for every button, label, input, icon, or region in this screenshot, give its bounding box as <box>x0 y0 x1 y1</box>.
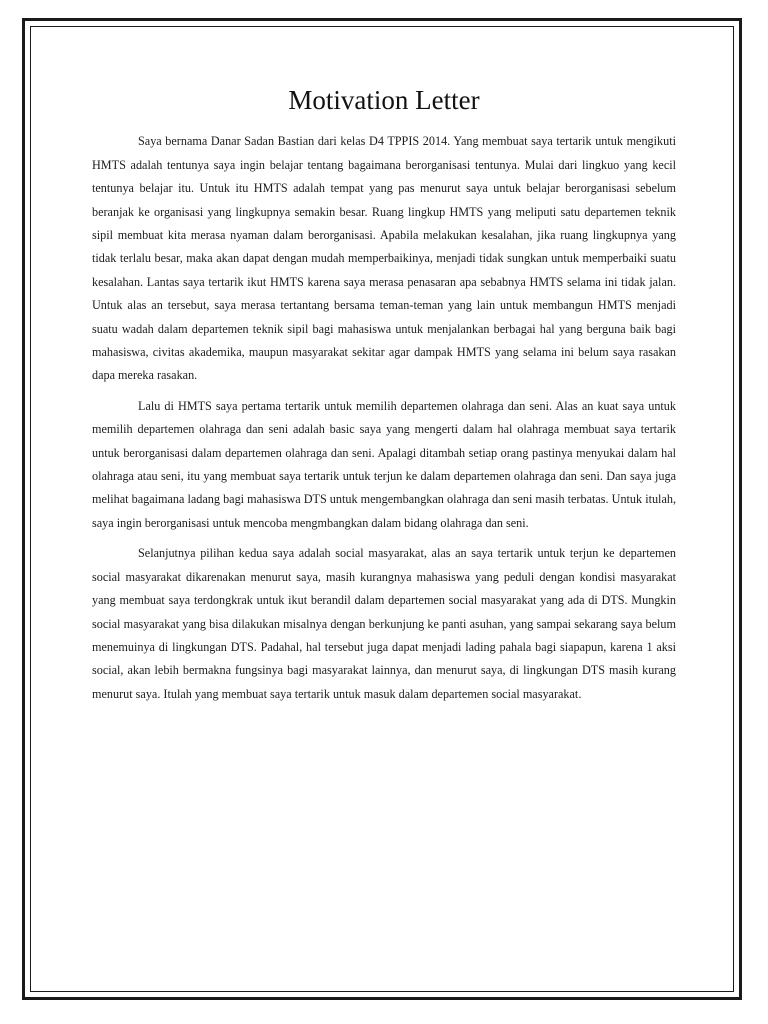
paragraph-1: Saya bernama Danar Sadan Bastian dari kelas D4 TPPIS 2014. Yang membuat saya tertarik untuk mengikuti HMTS adalah tentunya saya ingin belajar tentang bagaimana berorganisasi tentunya. Mulai dari lingkuo yang kecil tentunya belajar itu. Untuk itu HMTS adalah tempat yang pas menurut saya untuk belajar berorganisasi sebelum beranjak ke organisasi yang lingkupnya semakin besar. Ruang lingkup HMTS yang meliputi satu departemen teknik sipil membuat kita merasa nyaman dalam berorganisasi. Apabila melakukan kesalahan, jika ruang lingkupnya yang tidak terlalu besar, maka akan dapat dengan mudah memperbaikinya, menjadi tidak sungkan untuk memperbaiki suatu kesalahan. Lantas saya tertarik ikut HMTS karena saya merasa penasaran apa sebabnya HMTS selama ini tidak jalan. Untuk alas an tersebut, saya merasa tertantang bersama teman-teman yang lain untuk membangun HMTS menjadi suatu wadah dalam departemen teknik sipil bagi mahasiswa untuk menjalankan berbagai hal yang berguna baik bagi mahasiswa, civitas akademika, maupun masyarakat sekitar agar dampak HMTS yang selama ini belum saya rasakan dapa mereka rasakan. <box>92 134 676 383</box>
paragraph-3: Selanjutnya pilihan kedua saya adalah social masyarakat, alas an saya tertarik untuk terjun ke departemen social masyarakat dikarenakan menurut saya, masih kurangnya mahasiswa yang peduli dengan kondisi masyarakat yang membuat saya terdongkrak untuk ikut berandil dalam departemen social masyarakat yang ada di DTS. Mungkin social masyarakat yang bisa dilakukan misalnya dengan berkunjung ke panti asuhan, yang sampai sekarang saya belum menemuinya di lingkungan DTS. Padahal, hal tersebut juga dapat menjadi lading pahala bagi siapapun, karena 1 aksi social, akan lebih bermakna fungsinya bagi masyarakat lainnya, dan menurut saya, di lingkungan DTS masih kurang menurut saya. Itulah yang membuat saya tertarik untuk masuk dalam departemen social masyarakat. <box>92 546 676 701</box>
letter-body <box>92 84 676 713</box>
page-title: Motivation Letter <box>288 85 480 115</box>
paragraph-2: Lalu di HMTS saya pertama tertarik untuk memilih departemen olahraga dan seni. Alas an kuat saya untuk memilih departemen olahraga dan seni adalah basic saya yang mengerti dalam hal olahraga membuat saya tertarik untuk berorganisasi dalam departemen olahraga dan seni. Apalagi ditambah setiap orang pastinya menyukai dalam hal olahraga atau seni, itu yang membuat saya tertarik untuk terjun ke dalam departemen olahraga dan seni. Dan saya juga melihat bagaimana ladang bagi mahasiswa DTS untuk mengembangkan olahraga dan seni masih terbatas. Untuk itulah, saya ingin berorganisasi untuk mencoba mengmbangkan dalam bidang olahraga dan seni. <box>92 398 676 530</box>
